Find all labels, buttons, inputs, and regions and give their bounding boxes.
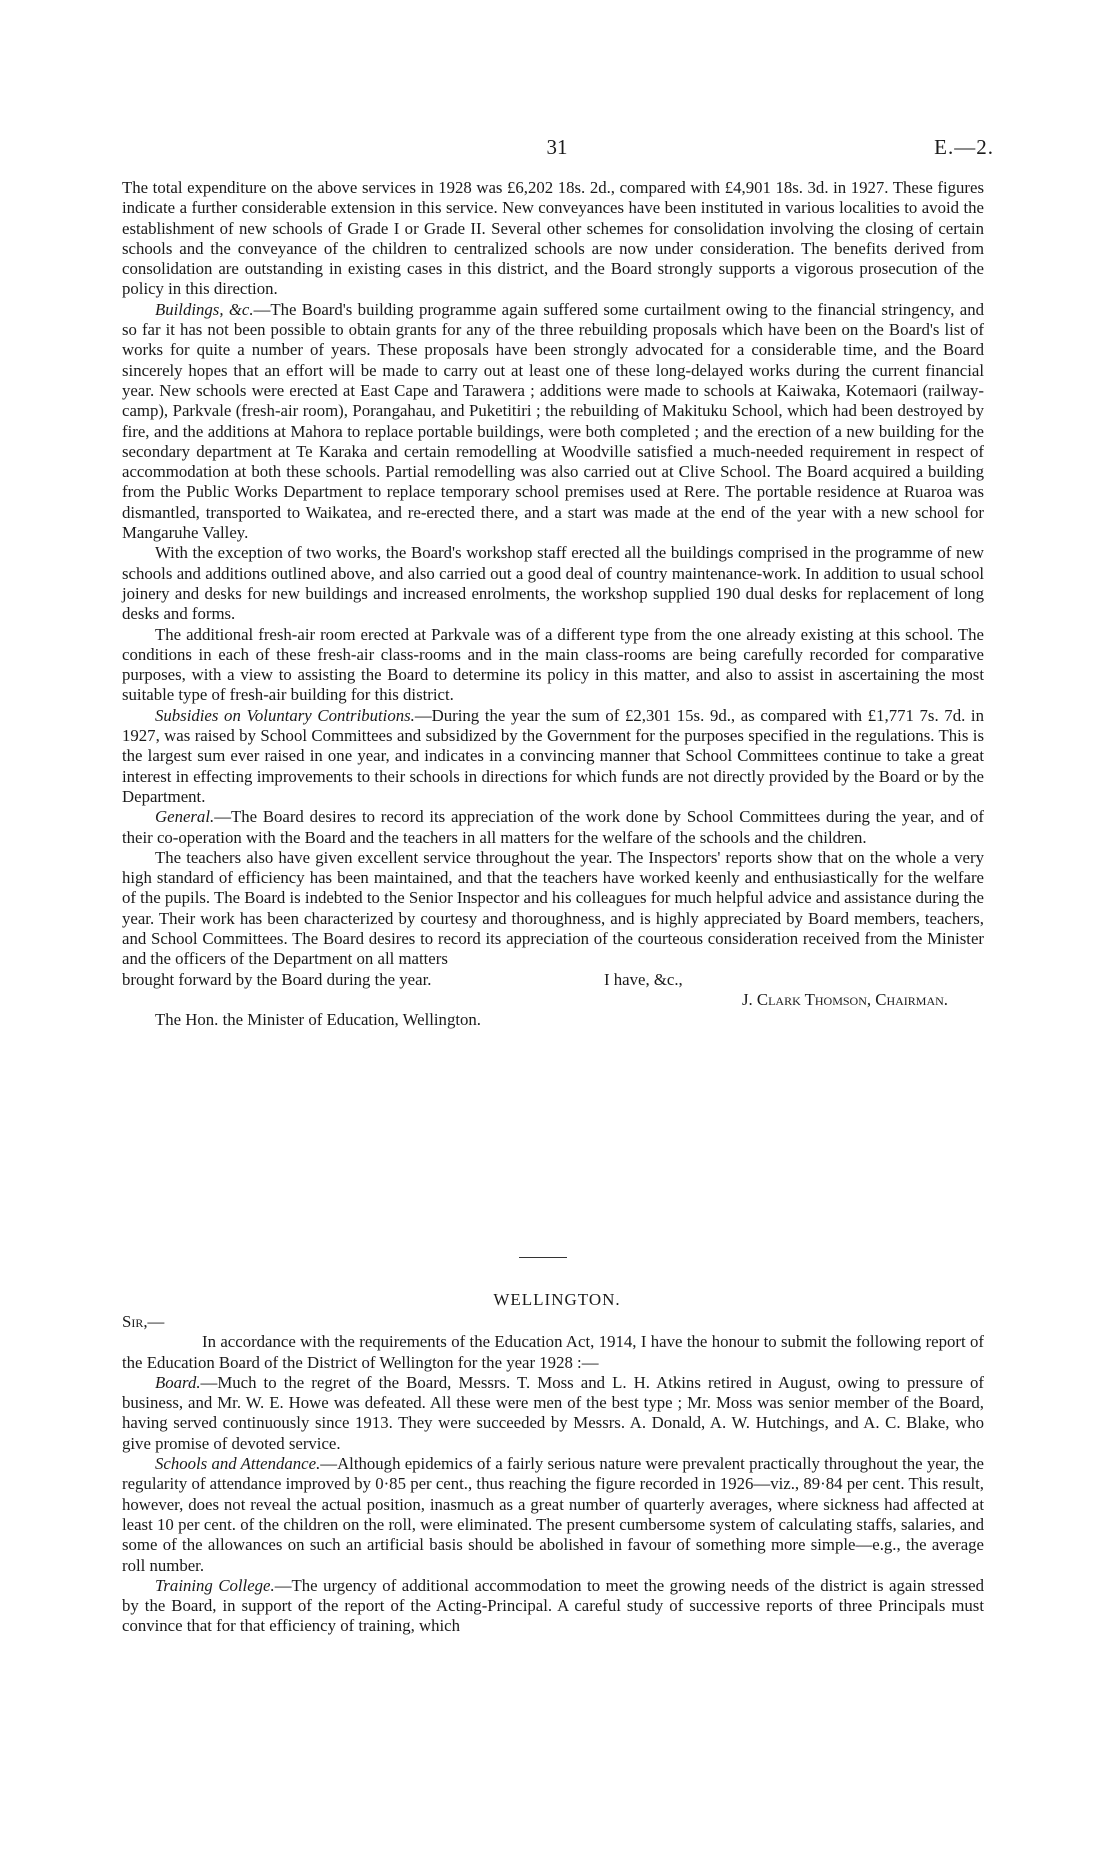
paragraph-subsidies xyxy=(122,706,984,807)
paragraph-board-text: —Much to the regret of the Board, Messrs. T. Moss and L. H. Atkins retired in August, owing to pressure of business, and Mr. W. E. Howe was defeated. All these were men of the best type ; Mr. Moss was senior member of the Board, having served continuously since 1913. They were succeeded by Messrs. A. Donald, A. W. Hutchings, and A. C. Blake, who give promise of devoted service. xyxy=(122,1372,984,1453)
paragraph-buildings xyxy=(122,300,984,544)
heading-training-college: Training College. xyxy=(155,1575,275,1595)
heading-board: Board. xyxy=(155,1372,201,1392)
heading-general: General. xyxy=(155,807,215,827)
paragraph-board xyxy=(122,1373,984,1454)
closing-phrase: I have, &c., xyxy=(604,969,683,989)
heading-subsidies: Subsidies on Voluntary Contributions. xyxy=(155,705,415,725)
page-number: 31 xyxy=(546,135,568,159)
paragraph-conveyance-expenditure: The total expenditure on the above services in 1928 was £6,202 18s. 2d., compared with £4,901 18s. 3d. in 1927. These figures indicate a further considerable extension in this service. New conveyances have been instituted in various localities to avoid the establishment of new schools of Grade I or Grade II. Several other schemes for consolidation involving the closing of certain schools and the conveyance of the children to centralized schools are now under consideration. The benefits derived from consolidation are outstanding in existing cases in this district, and the Board strongly supports a vigorous prosecution of the policy in this direction. xyxy=(122,178,984,299)
paragraph-schools-attendance xyxy=(122,1454,984,1576)
paragraph-fresh-air-room: The additional fresh-air room erected at Parkvale was of a different type from the one already existing at this school. The conditions in each of these fresh-air class-rooms and in the main class-rooms are being carefully recorded for comparative purposes, with a view to assisting the Board to determine its policy in this matter, and also to assist in ascertaining the most suitable type of fresh-air building for this district. xyxy=(122,624,984,705)
paragraph-teachers-last-line: brought forward by the Board during the year. xyxy=(122,969,432,989)
paragraph-introduction: In accordance with the requirements of the Education Act, 1914, I have the honour to submit the following report of the Education Board of the District of Wellington for the year 1928 :— xyxy=(122,1332,984,1372)
paragraph-training-college xyxy=(122,1576,984,1637)
section-title-wellington: WELLINGTON. xyxy=(493,1290,621,1309)
paragraph-training-college-text: —The urgency of additional accommodation to meet the growing needs of the district is again stressed by the Board, in support of the report of the Acting-Principal. A careful study of successive reports of three Principals must convince that for that efficiency of training, which xyxy=(122,1575,984,1636)
paragraph-workshop: With the exception of two works, the Board's workshop staff erected all the buildings comprised in the programme of new schools and additions outlined above, and also carried out a good deal of country maintenance-work. In addition to usual school joinery and desks for new buildings and increased enrolments, the workshop supplied 190 dual desks for replacement of long desks and forms. xyxy=(122,543,984,624)
signature: J. Clark Thomson, Chairman. xyxy=(741,989,948,1009)
salutation: Sir,— xyxy=(122,1312,165,1331)
paragraph-teachers: The teachers also have given excellent service throughout the year. The Inspectors' reports show that on the whole a very high standard of efficiency has been maintained, and that the teachers have worked keenly and enthusiastically for the welfare of the pupils. The Board is indebted to the Senior Inspector and his colleagues for much helpful advice and assistance during the year. Their work has been characterized by courtesy and thoroughness, and is highly appreciated by Board members, teachers, and School Committees. The Board desires to record its appreciation of the courteous consideration received from the Minister and the officers of the Department on all matters xyxy=(122,847,984,969)
paragraph-subsidies-text: —During the year the sum of £2,301 15s. 9d., as compared with £1,771 7s. 7d. in 1927, was raised by School Committees and subsidized by the Government for the purposes specified in the regulations. This is the largest sum ever raised in one year, and indicates in a convincing manner that School Committees continue to take a great interest in effecting improvements to their schools in directions for which funds are not directly provided by the Board or by the Department. xyxy=(122,705,984,806)
wellington-report xyxy=(122,1312,984,1637)
paragraph-general xyxy=(122,807,984,848)
heading-schools-attendance: Schools and Attendance. xyxy=(155,1454,321,1474)
document-reference: E.—2. xyxy=(934,135,994,159)
addressee: The Hon. the Minister of Education, Wellington. xyxy=(155,1009,481,1029)
section-divider xyxy=(519,1257,567,1258)
paragraph-schools-attendance-text: —Although epidemics of a fairly serious nature were prevalent practically throughout the year, the regularity of attendance improved by 0·85 per cent., thus reaching the figure recorded in 1926—viz., 89·84 per cent. This result, however, does not reveal the actual position, inasmuch as a great number of quarterly averages, where sickness had affected at least 10 per cent. of the children on the roll, were eliminated. The present cumbersome system of calculating staffs, salaries, and some of the allowances on such an artificial basis should be abolished in favour of something more simple—e.g., the average roll number. xyxy=(122,1454,984,1575)
hawkes-bay-report-continuation xyxy=(122,178,984,1030)
paragraph-buildings-text: —The Board's building programme again suffered some curtailment owing to the financial stringency, and so far it has not been possible to obtain grants for any of the three rebuilding proposals which have been on the Board's list of works for quite a number of years. These proposals have been strongly advocated for a considerable time, and the Board sincerely hopes that an effort will be made to carry out at least one of these long-delayed works during the current financial year. New schools were erected at East Cape and Tarawera ; additions were made to schools at Kaiwaka, Kotemaori (railway-camp), Parkvale (fresh-air room), Porangahau, and Puketitiri ; the rebuilding of Makituku School, which had been destroyed by fire, and the additions at Mahora to replace portable buildings, were both completed ; and the erection of a new building for the secondary department at Te Karaka and certain remodelling at Woodville satisfied a much-needed requirement in respect of accommodation at both these schools. Partial remodelling was also carried out at Clive School. The Board acquired a building from the Public Works Department to replace temporary school premises used at Rere. The portable residence at Ruaroa was dismantled, transported to Waikatea, and re-erected there, and a start was made at the end of the year with a new school for Mangaruhe Valley. xyxy=(122,299,984,543)
paragraph-general-text: —The Board desires to record its appreciation of the work done by School Committees during the year, and of their co-operation with the Board and the teachers in all matters for the welfare of the schools and the children. xyxy=(122,807,984,847)
heading-buildings: Buildings, &c. xyxy=(155,299,254,319)
closing-row xyxy=(122,970,984,990)
page-header xyxy=(122,135,992,165)
